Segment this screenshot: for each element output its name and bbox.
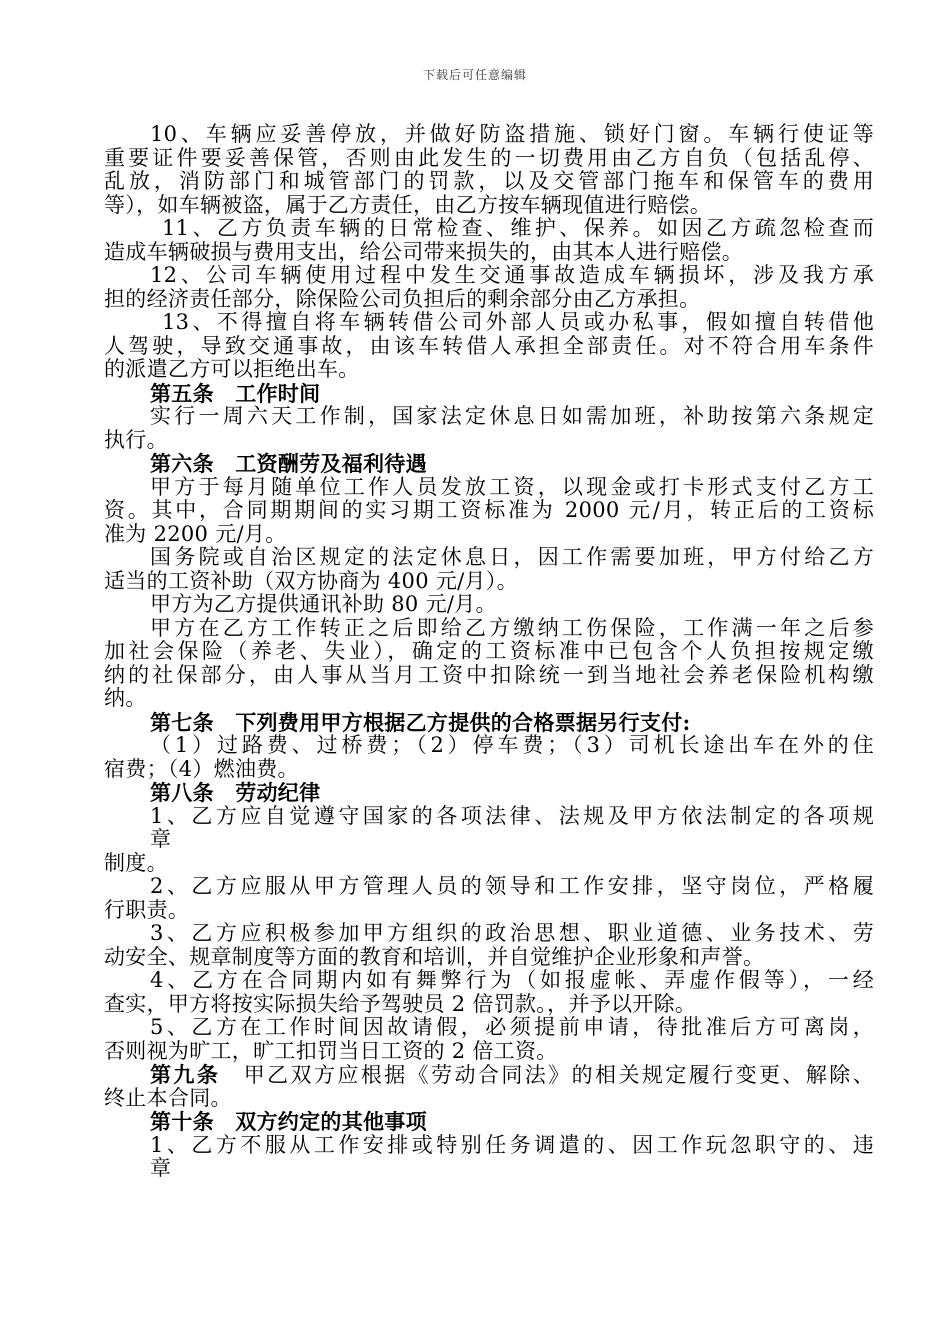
body-text-line: 准为 2200 元/月。 [104,521,287,546]
section-heading-text: 甲乙双方应根据《劳动合同法》的相关规定履行变更、解除、 [220,1063,874,1087]
body-text-line: 3、乙方应积极参加甲方组织的政治思想、职业道德、业务技术、劳 [150,921,874,945]
body-text-line: 加社会保险（养老、失业），确定的工资标准中已包含个人负担按规定缴 [104,639,874,663]
document-body [104,123,874,1181]
section-heading: 第十条 双方约定的其他事项 [150,1109,427,1134]
body-text-line: 1、乙方不服从工作安排或特别任务调遣的、因工作玩忽职守的、违 [150,1132,874,1157]
section-heading: 第七条 下列费用甲方根据乙方提供的合格票据另行支付: [150,709,691,735]
body-text-line: 人驾驶，导致交通事故，由该车转借人承担全部责任。对不符合用车条件 [104,333,874,358]
body-text-line: 执行。 [104,427,168,452]
body-text-line: 纳。 [104,686,147,710]
body-text-line: 甲方为乙方提供通讯补助 80 元/月。 [150,592,497,616]
body-text-line: （1）过路费、过桥费；（2）停车费；（3）司机长途出车在外的住 [150,733,874,757]
body-text-line: 2、乙方应服从甲方管理人员的领导和工作安排，坚守岗位，严格履 [150,874,874,898]
page-header: 下载后可任意编辑 [422,68,527,82]
body-text-line: 甲方于每月随单位工作人员发放工资，以现金或打卡形式支付乙方工 [150,474,874,499]
body-text-line: 乱放，消防部门和城管部门的罚款，以及交管部门拖车和保管车的费用 [104,169,874,193]
body-text-line: 章 [150,1156,172,1180]
body-text-line: 否则视为旷工，旷工扣罚当日工资的 2 倍工资。 [104,1038,558,1063]
body-text-line: 13、不得擅自将车辆转借公司外部人员或办私事，假如擅自转借他 [162,310,874,334]
body-text-line: 制度。 [104,850,168,875]
body-text-line: 国务院或自治区规定的法定休息日，因工作需要加班，甲方付给乙方 [150,545,874,569]
body-text-line: 1、乙方应自觉遵守国家的各项法律、法规及甲方依法制定的各项规 [150,803,874,828]
body-text-line: 担的经济责任部分，除保险公司负担后的剩余部分由乙方承担。 [104,286,701,311]
body-text-line: 等），如车辆被盗，属于乙方责任，由乙方按车辆现值进行赔偿。 [104,192,712,217]
body-text-line: 5、乙方在工作时间因故请假，必须提前申请，待批准后方可离岗， [150,1015,874,1039]
body-text-line: 动安全、规章制度等方面的教育和培训，并自觉维护企业形象和声誉。 [104,944,765,969]
body-text-line: 纳的社保部分，由人事从当月工资中扣除统一到当地社会养老保险机构缴 [104,662,874,687]
body-text-line: 的派遣乙方可以拒绝出车。 [104,357,360,381]
body-text-line: 实行一周六天工作制，国家法定休息日如需加班，补助按第六条规定 [150,404,874,428]
body-text-line: 适当的工资补助（双方协商为 400 元/月）。 [104,568,518,593]
body-text-line: 重要证件要妥善保管，否则由此发生的一切费用由乙方自负（包括乱停、 [104,145,874,170]
body-text-line [104,1063,874,1087]
section-heading-label: 第九条 [150,1062,221,1087]
body-text-line: 宿费；（4）燃油费。 [104,756,299,781]
section-heading: 第八条 劳动纪律 [150,780,321,805]
body-text-line: 12、公司车辆使用过程中发生交通事故造成车辆损坏，涉及我方承 [150,263,874,287]
body-text-line: 4、乙方在合同期内如有舞弊行为（如报虚帐、弄虚作假等），一经 [150,968,874,992]
body-text-line: 甲方在乙方工作转正之后即给乙方缴纳工伤保险，工作满一年之后参 [150,615,874,640]
body-text-line: 资。其中，合同期期间的实习期工资标准为 2000 元/月，转正后的工资标 [104,498,874,522]
body-text-line: 10、车辆应妥善停放，并做好防盗措施、锁好门窗。车辆行使证等 [150,122,874,146]
body-text-line: 终止本合同。 [104,1085,232,1110]
body-text-line: 章 [150,827,172,851]
body-text-line: 查实，甲方将按实际损失给予驾驶员 2 倍罚款。，并予以开除。 [104,991,697,1016]
section-heading: 第六条 工资酬劳及福利待遇 [150,451,427,476]
body-text-line: 11、乙方负责车辆的日常检查、维护、保养。如因乙方疏忽检查而 [162,216,874,240]
body-text-line: 造成车辆破损与费用支出，给公司带来损失的，由其本人进行赔偿。 [104,239,743,264]
body-text-line: 行职责。 [104,897,190,922]
section-heading: 第五条 工作时间 [150,380,321,406]
